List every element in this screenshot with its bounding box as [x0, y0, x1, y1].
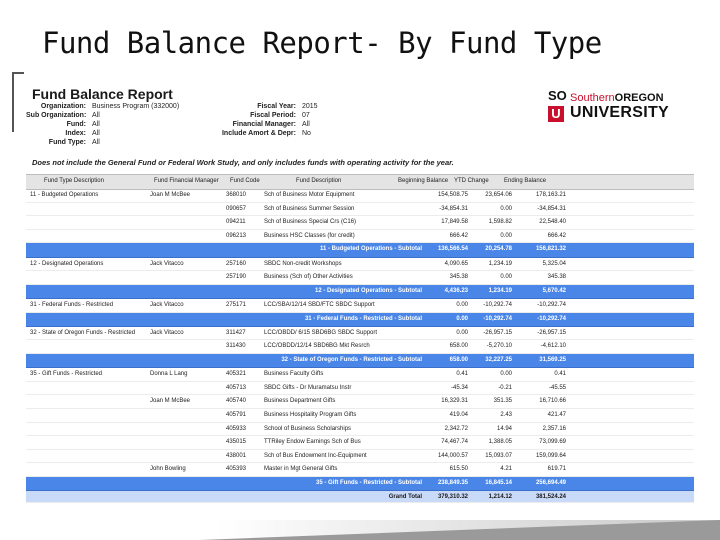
cell-beg: -34,854.31	[439, 205, 468, 212]
column-header: Fund Code	[230, 178, 260, 184]
cell-ytd: 14.94	[496, 425, 512, 432]
cell-desc: SBDC Gifts - Dr Muramatsu Instr	[264, 384, 352, 391]
cell-end: 16,710.66	[539, 398, 566, 405]
cell-beg: 74,467.74	[441, 439, 468, 446]
cell-desc: LCC/SBA/12/14 SBD/FTC SBDC Support	[264, 302, 375, 308]
cell-end: 178,163.21	[535, 192, 566, 198]
cell-mgr: Jack Vitacco	[150, 260, 184, 267]
cell-ytd: 0.00	[500, 371, 512, 378]
cell-beg: 2,342.72	[444, 425, 468, 432]
table-row	[26, 450, 694, 464]
cell-end: -4,612.10	[540, 343, 566, 350]
report-title: Fund Balance Report	[32, 86, 173, 102]
cell-ytd: 16,845.14	[485, 480, 512, 486]
cell-end: 381,524.24	[535, 494, 566, 501]
cell-ytd: 1,598.82	[488, 219, 512, 226]
table-row	[26, 463, 694, 477]
cell-ytd: 1,234.19	[488, 287, 512, 294]
cell-ytd: 23,654.06	[485, 192, 512, 198]
cell-ytd: 0.00	[500, 205, 512, 212]
cell-beg: 4,090.65	[444, 260, 468, 267]
cell-label: Grand Total	[388, 494, 422, 501]
cell-beg: 0.00	[456, 302, 468, 308]
table-row	[26, 327, 694, 341]
table-row	[26, 423, 694, 437]
cell-type: 31 - Federal Funds - Restricted	[30, 302, 114, 308]
cell-code: 405321	[226, 371, 247, 378]
cell-ytd: 20,254.78	[485, 246, 512, 253]
cell-beg: 16,329.31	[441, 398, 468, 405]
cell-end: 0.41	[554, 371, 566, 378]
cell-end: -10,292.74	[537, 315, 566, 322]
table-row	[26, 230, 694, 244]
cell-code: 090657	[226, 205, 247, 212]
cell-ytd: -10,292.74	[483, 302, 512, 308]
column-header: YTD Change	[454, 178, 489, 184]
cell-ytd: 4.21	[500, 466, 512, 473]
cell-end: -10,292.74	[537, 302, 566, 308]
cell-beg: 144,000.57	[437, 452, 468, 459]
cell-end: 31,569.25	[539, 357, 566, 363]
cell-end: 159,099.64	[535, 452, 566, 459]
cell-beg: 17,849.58	[441, 219, 468, 226]
cell-code: 405791	[226, 412, 247, 418]
cell-beg: 379,310.32	[437, 494, 468, 501]
cell-code: 311427	[226, 329, 246, 336]
cell-beg: 0.41	[456, 371, 468, 378]
cell-label: 31 - Federal Funds - Restricted - Subtotal	[304, 315, 422, 322]
cell-mgr: Jack Vitacco	[150, 302, 184, 308]
cell-code: 405933	[226, 425, 247, 432]
cell-mgr: Donna L Lang	[150, 371, 188, 378]
table-row	[26, 189, 694, 203]
param-fiscal-period: Fiscal Period: 07	[250, 112, 310, 119]
cell-code: 275171	[226, 302, 247, 308]
cell-desc: Business Department Gifts	[264, 398, 336, 405]
cell-end: 5,325.04	[542, 260, 566, 267]
cell-end: 666.42	[547, 232, 566, 239]
table-header	[26, 174, 694, 190]
cell-desc: Business (Sch of) Other Activities	[264, 274, 353, 281]
param-include-amort: Include Amort & Depr: No	[221, 130, 311, 137]
cell-code: 405713	[226, 384, 247, 391]
cell-end: -34,854.31	[537, 205, 566, 212]
cell-ytd: 1,234.19	[488, 260, 512, 267]
cell-ytd: 0.00	[500, 232, 512, 239]
cell-desc: LCC/OBDD/ 6/15 SBD6BG SBDC Support	[264, 329, 378, 336]
param-sub-organization: Sub Organization: All	[26, 112, 100, 119]
grand-total-row	[26, 491, 694, 503]
cell-desc: Business Faculty Gifts	[264, 371, 324, 378]
cell-type: 12 - Designated Operations	[30, 260, 104, 267]
cell-desc: Master in Mgt General Gifts	[264, 466, 338, 473]
cell-code: 257160	[226, 260, 247, 267]
cell-label: 35 - Gift Funds - Restricted - Subtotal	[315, 480, 422, 486]
table-row	[26, 409, 694, 423]
param-organization: Organization: Business Program (332000)	[40, 103, 180, 110]
cell-desc: Sch of Business Special Crs (C16)	[264, 219, 357, 226]
param-fund: Fund: All	[66, 121, 100, 128]
cell-end: -45.55	[548, 384, 566, 391]
cell-code: 435015	[226, 439, 247, 446]
cell-code: 405393	[226, 466, 247, 473]
cell-desc: School of Business Scholarships	[264, 425, 352, 432]
cell-ytd: -5,270.10	[486, 343, 512, 350]
cell-mgr: Jack Vitacco	[150, 329, 184, 336]
cell-ytd: 15,093.07	[485, 452, 512, 459]
cell-label: 32 - State of Oregon Funds - Restricted - Subtotal	[281, 357, 422, 363]
cell-end: 619.71	[547, 466, 566, 473]
table-row	[26, 368, 694, 382]
column-header: Fund Description	[296, 178, 342, 184]
param-index: Index: All	[65, 130, 100, 137]
cell-code: 311430	[226, 343, 246, 350]
cell-ytd: 2.43	[500, 412, 512, 418]
cell-end: 2,357.16	[542, 425, 566, 432]
table-row	[26, 216, 694, 230]
cell-code: 405740	[226, 398, 247, 405]
cell-end: 73,099.69	[539, 439, 566, 446]
cell-desc: SBDC Non-credit Workshops	[264, 260, 342, 267]
column-header: Ending Balance	[504, 178, 547, 184]
table-row	[26, 271, 694, 285]
cell-beg: 658.00	[449, 357, 468, 363]
cell-beg: 154,508.75	[437, 192, 468, 198]
cell-type: 32 - State of Oregon Funds - Restricted	[30, 329, 136, 336]
cell-type: 11 - Budgeted Operations	[30, 192, 99, 198]
table-row	[26, 340, 694, 354]
cell-type: 35 - Gift Funds - Restricted	[30, 371, 103, 378]
cell-desc: Sch of Business Motor Equipment	[264, 192, 355, 198]
cell-beg: 0.00	[456, 315, 468, 322]
param-fund-type: Fund Type: All	[48, 139, 100, 146]
cell-beg: 136,566.54	[437, 246, 468, 253]
cell-end: 5,670.42	[542, 287, 566, 294]
cell-code: 094211	[226, 219, 246, 226]
cell-code: 438001	[226, 452, 247, 459]
cell-beg: 4,436.23	[444, 287, 468, 294]
cell-code: 257190	[226, 274, 247, 281]
cell-ytd: -26,957.15	[483, 329, 512, 336]
subtotal-row	[26, 313, 694, 327]
cell-end: 256,694.49	[535, 480, 566, 486]
cell-desc: Business Hospitality Program Gifts	[264, 412, 357, 418]
table-row	[26, 395, 694, 409]
table-row	[26, 203, 694, 217]
cell-desc: TTRiley Endow Earnings Sch of Bus	[264, 439, 361, 446]
cell-label: 12 - Designated Operations - Subtotal	[314, 287, 422, 294]
cell-beg: 658.00	[449, 343, 468, 350]
cell-label: 11 - Budgeted Operations - Subtotal	[319, 246, 422, 253]
cell-desc: Business HSC Classes (for credit)	[264, 232, 355, 239]
cell-ytd: -10,292.74	[483, 315, 512, 322]
subtotal-row	[26, 243, 694, 257]
cell-beg: 238,849.35	[437, 480, 468, 486]
cell-end: 345.38	[547, 274, 566, 281]
cell-ytd: -0.21	[498, 384, 512, 391]
cell-end: 156,821.32	[535, 246, 566, 253]
table-row	[26, 436, 694, 450]
cell-ytd: 0.00	[500, 274, 512, 281]
cell-ytd: 32,227.25	[485, 357, 512, 363]
cell-beg: 666.42	[449, 232, 468, 239]
report-note: Does not include the General Fund or Federal Work Study, and only includes funds with operating activity for the year.	[32, 158, 454, 167]
cell-mgr: Joan M McBee	[150, 192, 191, 198]
column-header: Fund Financial Manager	[154, 178, 219, 184]
cell-beg: -45.34	[450, 384, 468, 391]
cell-beg: 419.04	[449, 412, 468, 418]
table-row	[26, 299, 694, 313]
decorative-footer-bar	[0, 520, 720, 540]
cell-beg: 615.50	[449, 466, 468, 473]
table-row	[26, 382, 694, 396]
cell-code: 368010	[226, 192, 247, 198]
university-logo	[548, 84, 688, 130]
logo-wordmark-top: SouthernOREGON	[570, 92, 664, 104]
cell-end: 22,548.40	[539, 219, 566, 226]
cell-desc: LCC/OBDD/12/14 SBD6BG Mkt Resrch	[264, 343, 370, 350]
sou-logo-mark: SO U	[548, 88, 567, 121]
subtotal-row	[26, 285, 694, 299]
param-fiscal-year: Fiscal Year: 2015	[257, 103, 318, 110]
subtotal-row	[26, 477, 694, 491]
cell-mgr: John Bowling	[150, 466, 186, 473]
decorative-wedge	[200, 520, 720, 540]
cell-end: -26,957.15	[537, 329, 566, 336]
column-header: Fund Type Description	[44, 178, 104, 184]
report-screenshot	[26, 78, 694, 522]
cell-end: 421.47	[547, 412, 566, 418]
cell-ytd: 1,388.05	[488, 439, 512, 446]
cell-beg: 345.38	[449, 274, 468, 281]
cell-ytd: 351.35	[493, 398, 512, 405]
cell-ytd: 1,214.12	[488, 494, 512, 501]
param-financial-manager: Financial Manager: All	[232, 121, 310, 128]
logo-wordmark-bottom: UNIVERSITY	[570, 104, 670, 121]
cell-mgr: Joan M McBee	[150, 398, 191, 405]
cell-desc: Sch of Business Summer Session	[264, 205, 355, 212]
decorative-bracket-stem	[12, 72, 14, 132]
subtotal-row	[26, 354, 694, 368]
slide-title: Fund Balance Report- By Fund Type	[42, 26, 602, 60]
cell-code: 096213	[226, 232, 247, 239]
cell-beg: 0.00	[456, 329, 468, 336]
table-row	[26, 258, 694, 272]
cell-desc: Sch of Bus Endowment Inc-Equipment	[264, 452, 367, 459]
column-header: Beginning Balance	[398, 178, 449, 184]
